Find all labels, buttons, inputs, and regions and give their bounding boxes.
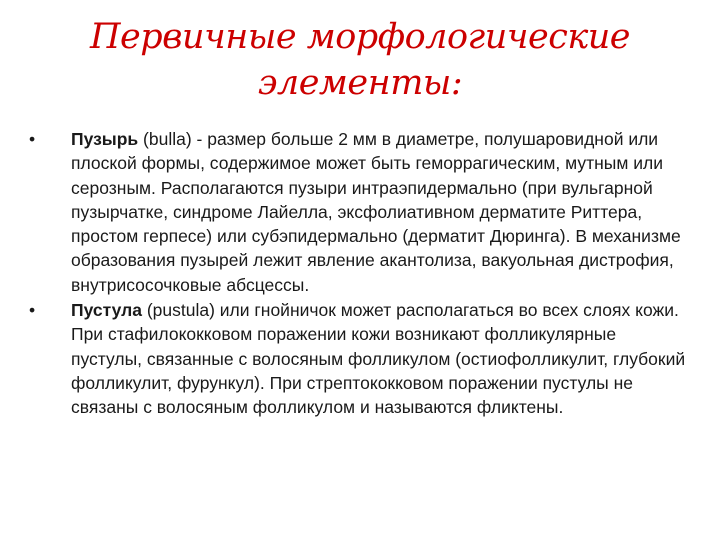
bullet-text: (bulla) - размер больше 2 мм в диаметре, полушаровидной или плоской формы, содержимое может быть геморрагическим, мутным или серозным. Располагаются пузыри интраэпидермально (при вульгарной пузырчатке, синдроме Лайелла, эксфолиативном дерматите Риттера, простом герпесе) или субэпидермально (дерматит Дюринга). В механизме образования пузырей лежит явление акантолиза, вакуольная дистрофия, внутрисосочковые абсцессы. [71,129,681,295]
bullet-item-pustula [28,298,688,419]
slide-title-line-1: Первичные морфологические [89,17,630,57]
bullet-dot-icon: • [29,129,36,149]
slide-title-line-2: элементы: [257,63,463,103]
bullet-dot-icon: • [29,300,36,321]
slide-title [60,14,660,106]
bullet-term: Пузырь [71,129,139,149]
bullet-term: Пустула [71,300,142,321]
bullet-list [28,127,688,421]
bullet-text: (pustula) или гнойничок может располагаться во всех слоях кожи. При стафилококковом поражении кожи возникают фолликулярные пустулы, связанные с волосяным фолликулом (остиофолликулит, глубокий фолликулит, фурункул). При стрептококковом поражении пустулы не связаны с волосяным фолликулом и называются фликтены. [71,300,686,418]
bullet-item-bulla [28,127,688,297]
